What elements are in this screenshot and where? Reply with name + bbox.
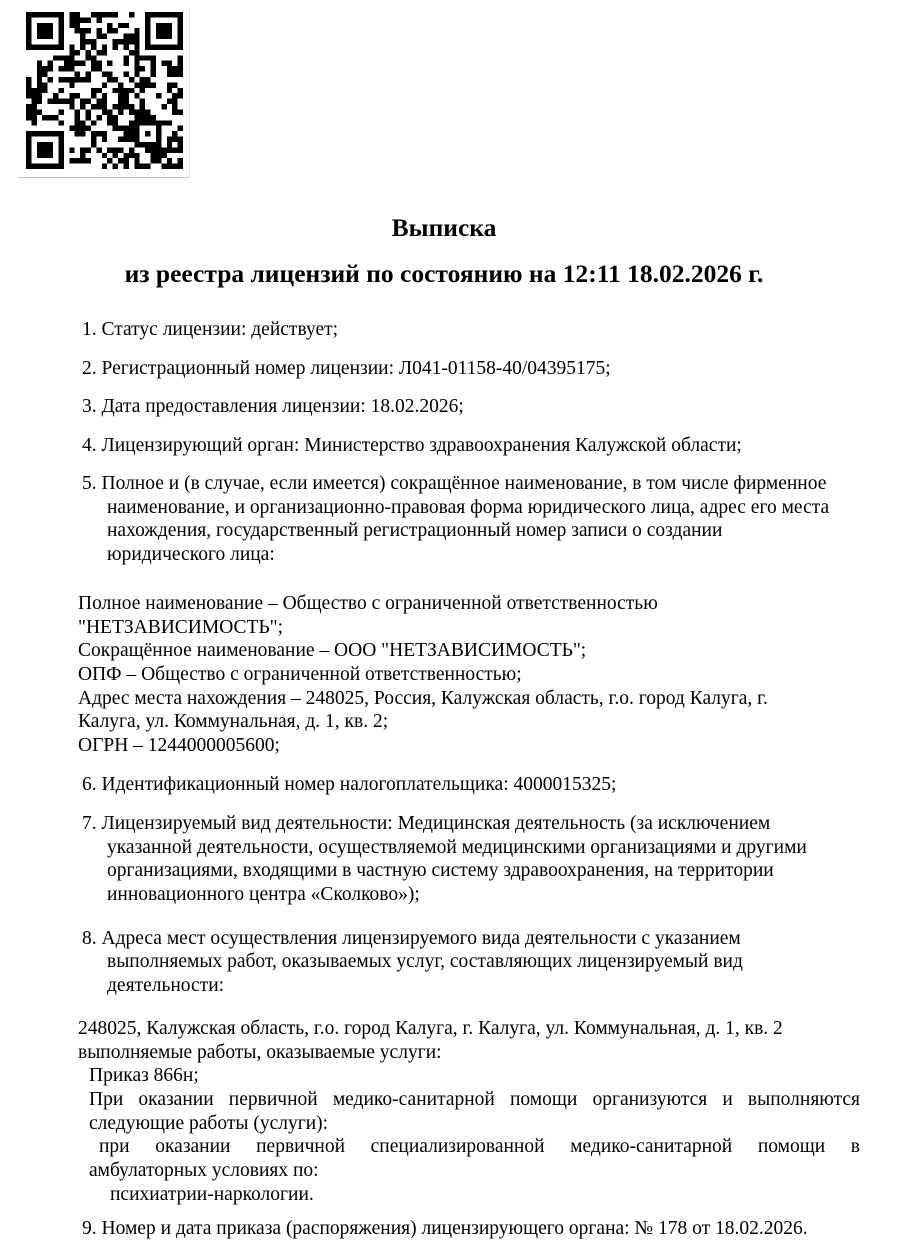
page-title: Выписка xyxy=(391,213,497,242)
text-line: 2. Регистрационный номер лицензии: Л041-01158-40/04395175; xyxy=(82,357,611,379)
text-line: 248025, Калужская область, г.о. город Калуга, г. Калуга, ул. Коммунальная, д. 1, кв. 2 xyxy=(78,1017,783,1039)
text-line: 9. Номер и дата приказа (распоряжения) лицензирующего органа: № 178 от 18.02.2026. xyxy=(82,1217,808,1239)
paragraph-licensing-authority xyxy=(78,434,860,458)
text-line: "НЕТЗАВИСИМОСТЬ"; xyxy=(78,616,284,638)
paragraph-grant-date xyxy=(78,395,860,419)
text-line: юридического лица: xyxy=(107,544,275,566)
paragraph-entity-intro xyxy=(78,472,860,567)
text-line: выполняемые работы, оказываемые услуги: xyxy=(78,1041,442,1063)
text-line: амбулаторных условиях по: xyxy=(89,1160,319,1182)
text-line: ОГРН – 1244000005600; xyxy=(78,735,280,757)
text-line: 7. Лицензируемый вид деятельности: Медицинская деятельность (за исключением xyxy=(82,812,771,834)
text-line: При оказании первичной медико-санитарной помощи организуются и выполняются xyxy=(89,1088,860,1110)
paragraph-licensed-activity xyxy=(78,812,860,907)
text-line: Сокращённое наименование – ООО "НЕТЗАВИСИМОСТЬ"; xyxy=(78,640,587,662)
text-line: 4. Лицензирующий орган: Министерство здравоохранения Калужской области; xyxy=(82,434,742,456)
text-line: деятельности: xyxy=(107,975,225,997)
text-line: следующие работы (услуги): xyxy=(89,1112,329,1134)
text-line: выполняемых работ, оказываемых услуг, составляющих лицензируемый вид xyxy=(107,951,743,973)
qr-code-image xyxy=(26,12,183,169)
paragraph-order-number-date xyxy=(78,1217,860,1241)
text-line: 5. Полное и (в случае, если имеется) сокращённое наименование, в том числе фирменное xyxy=(82,473,827,494)
text-line: Адрес места нахождения – 248025, Россия, Калужская область, г.о. город Калуга, г. xyxy=(78,687,768,709)
text-line: Калуга, ул. Коммунальная, д. 1, кв. 2; xyxy=(78,711,389,733)
paragraph-license-status xyxy=(78,318,860,342)
page-subtitle: из реестра лицензий по состоянию на 12:11 18.02.2026 г. xyxy=(124,259,764,288)
paragraph-registration-number xyxy=(78,357,860,381)
text-line: 3. Дата предоставления лицензии: 18.02.2026; xyxy=(82,396,464,417)
paragraph-inn xyxy=(78,773,860,797)
qr-code xyxy=(18,8,190,178)
text-line: указанной деятельности, осуществляемой медицинскими организациями и другими xyxy=(107,836,807,858)
document-body xyxy=(78,318,860,1241)
text-line: нахождения, государственный регистрационный номер записи о создании xyxy=(107,520,723,542)
text-line: ОПФ – Общество с ограниченной ответственностью; xyxy=(78,663,522,685)
text-line: Приказ 866н; xyxy=(89,1065,199,1087)
text-line: наименование, и организационно-правовая форма юридического лица, адрес его места xyxy=(107,496,830,518)
text-line: 6. Идентификационный номер налогоплательщика: 4000015325; xyxy=(82,773,617,795)
text-line: организациями, входящими в частную систему здравоохранения, на территории xyxy=(107,860,774,882)
text-line: 1. Статус лицензии: действует; xyxy=(82,319,339,340)
text-line: Полное наименование – Общество с ограниченной ответственностью xyxy=(78,592,658,614)
paragraph-activity-addresses-intro xyxy=(78,927,860,998)
text-line: инновационного центра «Сколково»); xyxy=(107,884,420,906)
title-block xyxy=(0,213,920,289)
text-line: 8. Адреса мест осуществления лицензируемого вида деятельности с указанием xyxy=(82,927,741,949)
text-line: при оказании первичной специализированной медико-санитарной помощи в xyxy=(99,1136,860,1158)
paragraph-entity-details xyxy=(78,592,860,758)
text-line: психиатрии-наркологии. xyxy=(110,1183,314,1205)
paragraph-works-and-services xyxy=(78,1017,860,1207)
